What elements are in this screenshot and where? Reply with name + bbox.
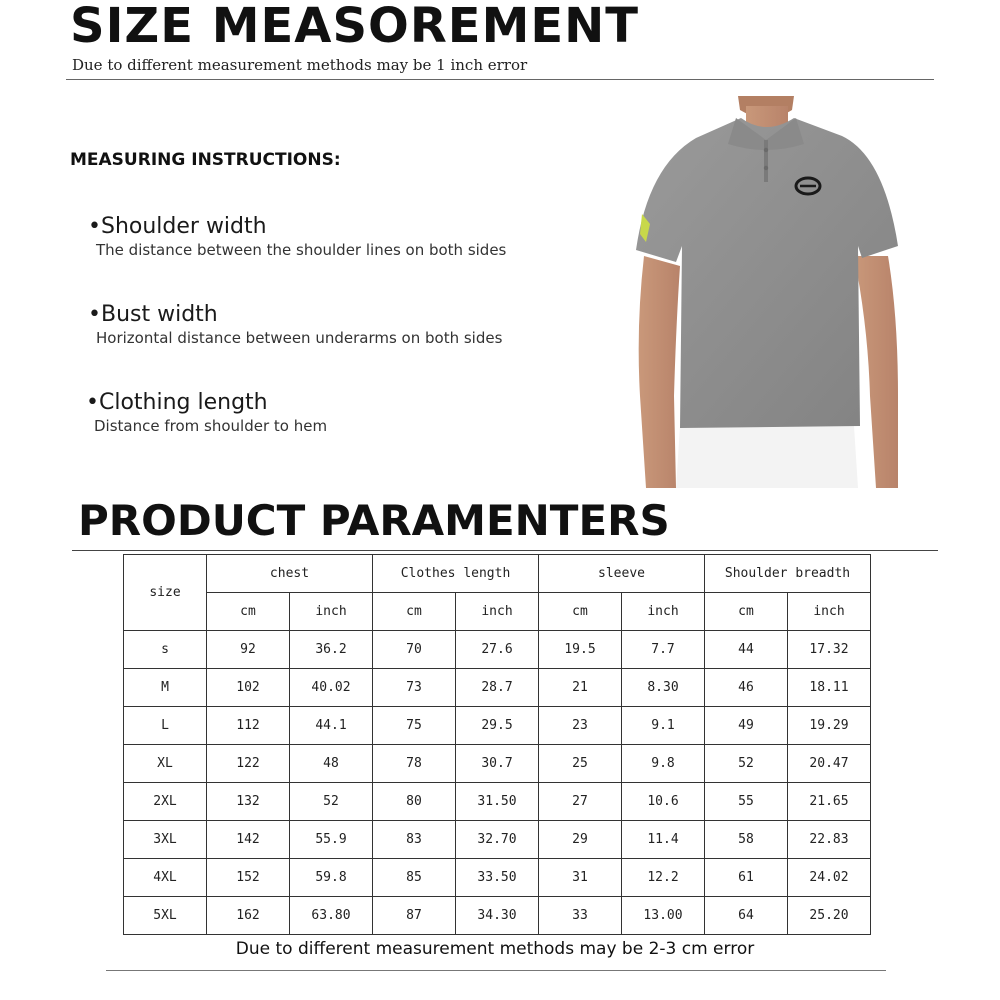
size-table-body bbox=[124, 631, 871, 935]
value-cell: 87 bbox=[373, 897, 456, 935]
value-cell: 55 bbox=[705, 783, 788, 821]
table-row bbox=[124, 897, 871, 935]
value-cell: 70 bbox=[373, 631, 456, 669]
subheader-cm: cm bbox=[373, 593, 456, 631]
value-cell: 19.5 bbox=[539, 631, 622, 669]
page-subtitle: Due to different measurement methods may be 1 inch error bbox=[72, 56, 528, 74]
subheader-inch: inch bbox=[622, 593, 705, 631]
value-cell: 44.1 bbox=[290, 707, 373, 745]
value-cell: 49 bbox=[705, 707, 788, 745]
size-table bbox=[123, 554, 871, 935]
size-cell: M bbox=[124, 669, 207, 707]
value-cell: 44 bbox=[705, 631, 788, 669]
instruction-shoulder-width bbox=[88, 214, 506, 260]
value-cell: 12.2 bbox=[622, 859, 705, 897]
size-cell: L bbox=[124, 707, 207, 745]
subheader-cm: cm bbox=[539, 593, 622, 631]
value-cell: 18.11 bbox=[788, 669, 871, 707]
instruction-title: •Shoulder width bbox=[88, 214, 267, 239]
value-cell: 40.02 bbox=[290, 669, 373, 707]
value-cell: 33.50 bbox=[456, 859, 539, 897]
value-cell: 85 bbox=[373, 859, 456, 897]
value-cell: 13.00 bbox=[622, 897, 705, 935]
size-cell: 2XL bbox=[124, 783, 207, 821]
value-cell: 48 bbox=[290, 745, 373, 783]
value-cell: 59.8 bbox=[290, 859, 373, 897]
size-cell: 5XL bbox=[124, 897, 207, 935]
page-title: SIZE MEASOREMENT bbox=[70, 0, 640, 54]
value-cell: 83 bbox=[373, 821, 456, 859]
footnote: Due to different measurement methods may be 2-3 cm error bbox=[235, 939, 755, 959]
header-size: size bbox=[124, 555, 207, 631]
subheader-inch: inch bbox=[456, 593, 539, 631]
table-row bbox=[124, 783, 871, 821]
value-cell: 24.02 bbox=[788, 859, 871, 897]
value-cell: 32.70 bbox=[456, 821, 539, 859]
subheader-inch: inch bbox=[290, 593, 373, 631]
value-cell: 112 bbox=[207, 707, 290, 745]
value-cell: 152 bbox=[207, 859, 290, 897]
value-cell: 46 bbox=[705, 669, 788, 707]
header-shoulder-breadth: Shoulder breadth bbox=[705, 555, 871, 593]
value-cell: 142 bbox=[207, 821, 290, 859]
value-cell: 9.1 bbox=[622, 707, 705, 745]
value-cell: 52 bbox=[290, 783, 373, 821]
value-cell: 132 bbox=[207, 783, 290, 821]
table-row bbox=[124, 745, 871, 783]
value-cell: 122 bbox=[207, 745, 290, 783]
header-chest: chest bbox=[207, 555, 373, 593]
value-cell: 78 bbox=[373, 745, 456, 783]
value-cell: 8.30 bbox=[622, 669, 705, 707]
value-cell: 10.6 bbox=[622, 783, 705, 821]
table-row bbox=[124, 631, 871, 669]
value-cell: 29.5 bbox=[456, 707, 539, 745]
subheader-cm: cm bbox=[207, 593, 290, 631]
value-cell: 27 bbox=[539, 783, 622, 821]
value-cell: 92 bbox=[207, 631, 290, 669]
instructions-heading: MEASURING INSTRUCTIONS: bbox=[70, 150, 341, 170]
value-cell: 11.4 bbox=[622, 821, 705, 859]
value-cell: 52 bbox=[705, 745, 788, 783]
value-cell: 34.30 bbox=[456, 897, 539, 935]
instruction-desc: Distance from shoulder to hem bbox=[94, 417, 328, 435]
table-row bbox=[124, 821, 871, 859]
value-cell: 55.9 bbox=[290, 821, 373, 859]
value-cell: 80 bbox=[373, 783, 456, 821]
value-cell: 63.80 bbox=[290, 897, 373, 935]
size-cell: XL bbox=[124, 745, 207, 783]
size-cell: 4XL bbox=[124, 859, 207, 897]
value-cell: 19.29 bbox=[788, 707, 871, 745]
size-cell: s bbox=[124, 631, 207, 669]
size-cell: 3XL bbox=[124, 821, 207, 859]
instruction-clothing-length bbox=[86, 390, 327, 436]
table-row bbox=[124, 859, 871, 897]
value-cell: 28.7 bbox=[456, 669, 539, 707]
subheader-cm: cm bbox=[705, 593, 788, 631]
value-cell: 27.6 bbox=[456, 631, 539, 669]
value-cell: 33 bbox=[539, 897, 622, 935]
value-cell: 30.7 bbox=[456, 745, 539, 783]
value-cell: 23 bbox=[539, 707, 622, 745]
divider-mid bbox=[72, 550, 938, 551]
parameters-title: PRODUCT PARAMENTERS bbox=[78, 496, 670, 545]
subheader-inch: inch bbox=[788, 593, 871, 631]
instruction-title: •Clothing length bbox=[86, 390, 268, 415]
value-cell: 61 bbox=[705, 859, 788, 897]
value-cell: 73 bbox=[373, 669, 456, 707]
instruction-bust-width bbox=[88, 302, 502, 348]
value-cell: 64 bbox=[705, 897, 788, 935]
value-cell: 36.2 bbox=[290, 631, 373, 669]
value-cell: 20.47 bbox=[788, 745, 871, 783]
value-cell: 9.8 bbox=[622, 745, 705, 783]
divider-bottom bbox=[106, 970, 886, 971]
header-clothes-length: Clothes length bbox=[373, 555, 539, 593]
value-cell: 25 bbox=[539, 745, 622, 783]
value-cell: 25.20 bbox=[788, 897, 871, 935]
model-photo bbox=[636, 96, 904, 488]
value-cell: 162 bbox=[207, 897, 290, 935]
value-cell: 29 bbox=[539, 821, 622, 859]
value-cell: 21.65 bbox=[788, 783, 871, 821]
header-sleeve: sleeve bbox=[539, 555, 705, 593]
value-cell: 58 bbox=[705, 821, 788, 859]
instruction-title: •Bust width bbox=[88, 302, 218, 327]
instruction-desc: The distance between the shoulder lines on both sides bbox=[96, 241, 507, 259]
instruction-desc: Horizontal distance between underarms on both sides bbox=[96, 329, 503, 347]
value-cell: 75 bbox=[373, 707, 456, 745]
value-cell: 31.50 bbox=[456, 783, 539, 821]
table-row bbox=[124, 669, 871, 707]
value-cell: 31 bbox=[539, 859, 622, 897]
table-row bbox=[124, 707, 871, 745]
value-cell: 17.32 bbox=[788, 631, 871, 669]
value-cell: 22.83 bbox=[788, 821, 871, 859]
value-cell: 21 bbox=[539, 669, 622, 707]
divider-top bbox=[66, 79, 934, 80]
value-cell: 102 bbox=[207, 669, 290, 707]
value-cell: 7.7 bbox=[622, 631, 705, 669]
